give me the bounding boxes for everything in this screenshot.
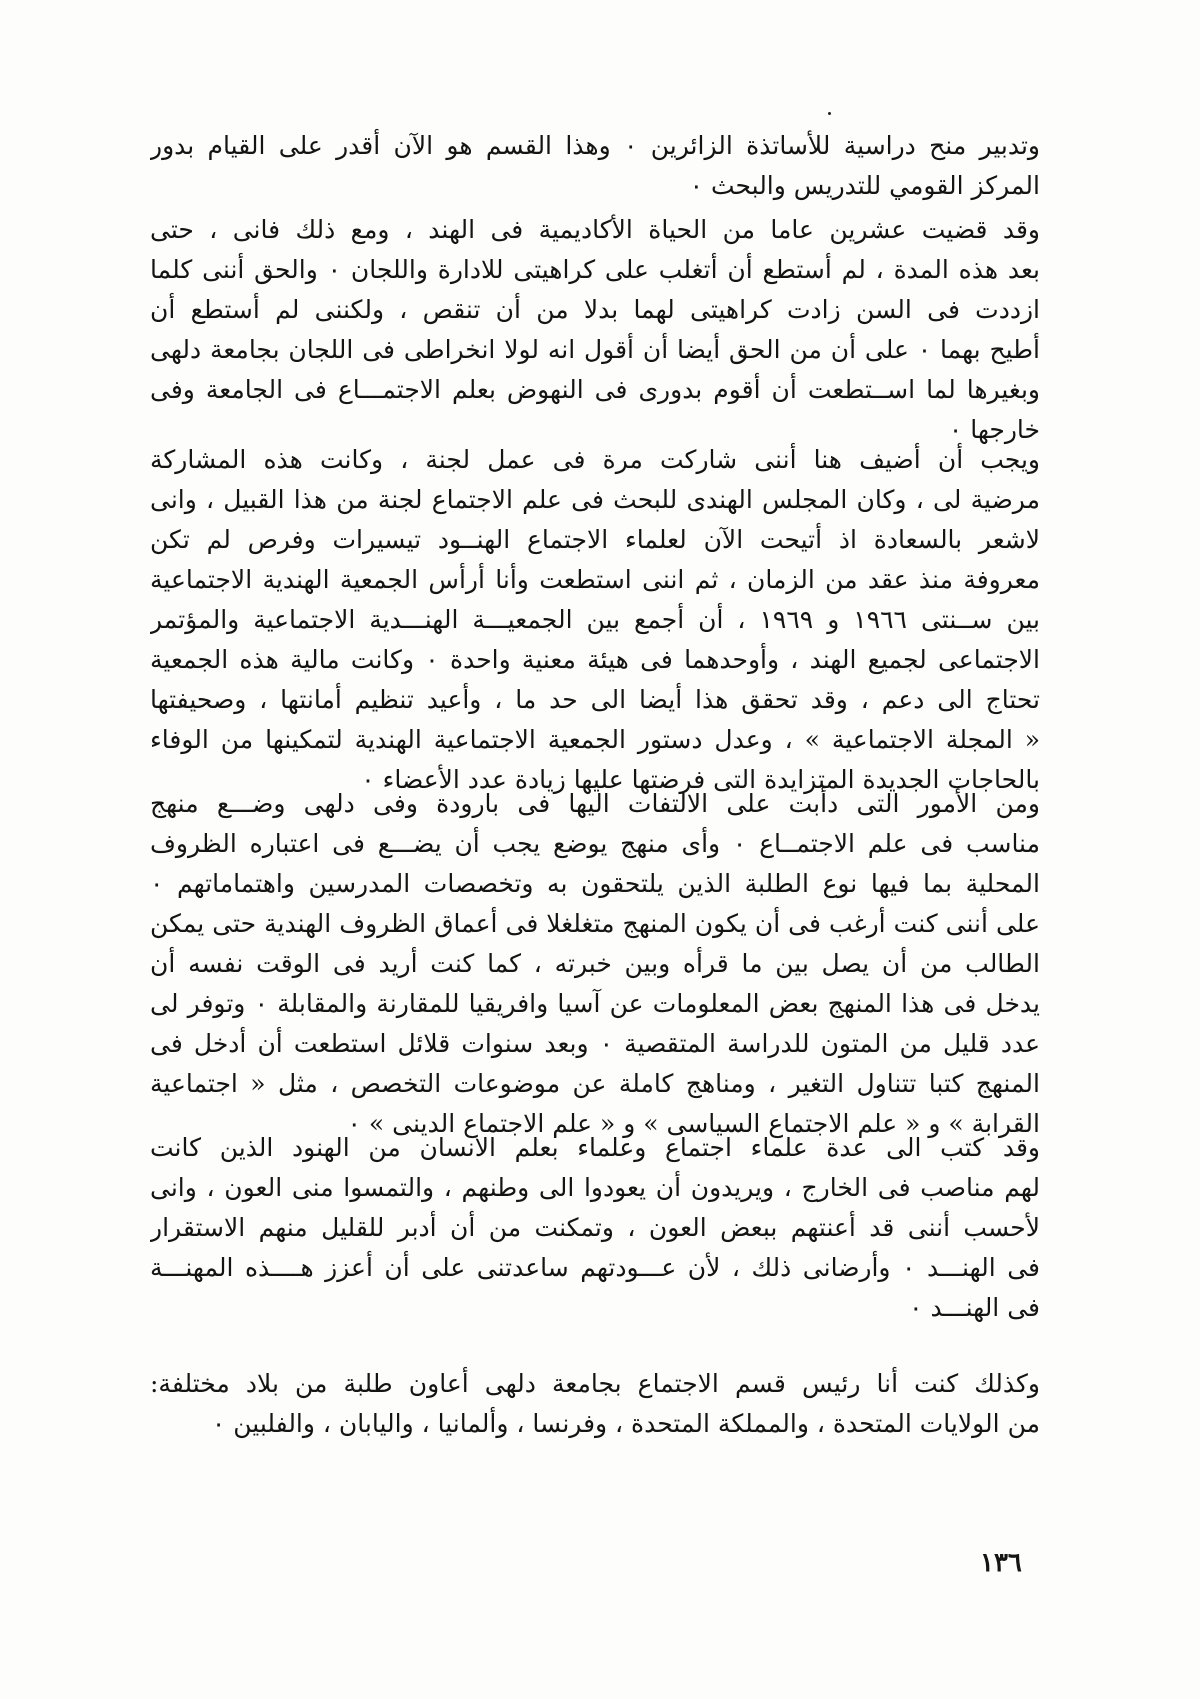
paragraph-line: المنهج كتبا تتناول التغير ، ومناهج كاملة عن موضوعات التخصص ، مثل « اجتماعية bbox=[150, 1069, 1040, 1098]
stray-mark bbox=[828, 112, 831, 115]
paragraph-line: ويجب أن أضيف هنا أننى شاركت مرة فى عمل لجنة ، وكانت هذه المشاركة bbox=[150, 445, 1040, 474]
paragraph-line: الطالب من أن يصل بين ما قرأه وبين خبرته ، كما كنت أريد فى الوقت نفسه أن bbox=[150, 949, 1040, 978]
paragraph-line: لاشعر بالسعادة اذ أتيحت الآن لعلماء الاجتماع الهنــود تيسيرات وفرص لم تكن bbox=[150, 525, 1040, 554]
paragraph-line: الاجتماعى لجميع الهند ، وأوحدهما فى هيئة معنية واحدة ٠ وكانت مالية هذه الجمعية bbox=[150, 645, 1040, 674]
paragraph-line: ازددت فى السن زادت كراهيتى لهما بدلا من أن تنقص ، ولكننى لم أستطع أن bbox=[150, 295, 1040, 324]
paragraph-line: وقد كتب الى عدة علماء اجتماع وعلماء بعلم الانسان من الهنود الذين كانت bbox=[150, 1133, 1040, 1162]
paragraph-1 bbox=[150, 126, 1040, 206]
paragraph-line: بالحاجات الجديدة المتزايدة التى فرضتها عليها زيادة عدد الأعضاء ٠ bbox=[361, 765, 1040, 794]
paragraph-line: أطيح بهما ٠ على أن من الحق أيضا أن أقول انه لولا انخراطى فى اللجان بجامعة دلهى bbox=[150, 335, 1040, 364]
paragraph-line: مناسب فى علم الاجتمــاع ٠ وأى منهج يوضع يجب أن يضـــع فى اعتباره الظروف bbox=[150, 829, 1040, 858]
paragraph-5 bbox=[150, 1128, 1040, 1328]
paragraph-line: فى الهنـــد ٠ وأرضانى ذلك ، لأن عـــودتهم ساعدتنى على أن أعزز هــــذه المهنـــة bbox=[150, 1253, 1040, 1282]
paragraph-line: فى الهنـــد ٠ bbox=[909, 1293, 1040, 1322]
paragraph-line: تحتاج الى دعم ، وقد تحقق هذا أيضا الى حد ما ، وأعيد تنظيم أمانتها ، وصحيفتها bbox=[150, 685, 1040, 714]
paragraph-line: مرضية لى ، وكان المجلس الهندى للبحث فى علم الاجتماع لجنة من هذا القبيل ، وانى bbox=[150, 485, 1040, 514]
paragraph-line: لأحسب أننى قد أعنتهم ببعض العون ، وتمكنت من أن أدبر للقليل منهم الاستقرار bbox=[150, 1213, 1040, 1242]
paragraph-line: على أننى كنت أرغب فى أن يكون المنهج متغلغلا فى أعماق الظروف الهندية حتى يمكن bbox=[150, 909, 1040, 938]
paragraph-line: ومن الأمور التى دأبت على الالتفات اليها فى بارودة وفى دلهى وضـــع منهج bbox=[150, 789, 1040, 818]
paragraph-line: المحلية بما فيها نوع الطلبة الذين يلتحقون به وتخصصات المدرسين واهتماماتهم ٠ bbox=[150, 869, 1040, 898]
paragraph-line: خارجها ٠ bbox=[948, 415, 1040, 444]
paragraph-line: وتدبير منح دراسية للأساتذة الزائرين ٠ وهذا القسم هو الآن أقدر على القيام بدور bbox=[150, 131, 1040, 160]
paragraph-2 bbox=[150, 210, 1040, 450]
paragraph-line: معروفة منذ عقد من الزمان ، ثم اننى استطعت وأنا أرأس الجمعية الهندية الاجتماعية bbox=[150, 565, 1040, 594]
paragraph-line: من الولايات المتحدة ، والمملكة المتحدة ، وفرنسا ، وألمانيا ، واليابان ، والفلبين ٠ bbox=[211, 1409, 1040, 1438]
paragraph-line: عدد قليل من المتون للدراسة المتقصية ٠ وبعد سنوات قلائل استطعت أن أدخل فى bbox=[150, 1029, 1040, 1058]
paragraph-line: لهم مناصب فى الخارج ، ويريدون أن يعودوا الى وطنهم ، والتمسوا منى العون ، وانى bbox=[150, 1173, 1040, 1202]
paragraph-line: وبغيرها لما اســتطعت أن أقوم بدورى فى النهوض بعلم الاجتمـــاع فى الجامعة وفى bbox=[150, 375, 1040, 404]
paragraph-line: وكذلك كنت أنا رئيس قسم الاجتماع بجامعة دلهى أعاون طلبة من بلاد مختلفة: bbox=[150, 1369, 1040, 1398]
paragraph-line: وقد قضيت عشرين عاما من الحياة الأكاديمية فى الهند ، ومع ذلك فانى ، حتى bbox=[150, 215, 1040, 244]
paragraph-line: يدخل فى هذا المنهج بعض المعلومات عن آسيا وافريقيا للمقارنة والمقابلة ٠ وتوفر لى bbox=[150, 989, 1040, 1018]
paragraph-line: المركز القومي للتدريس والبحث ٠ bbox=[689, 171, 1040, 200]
paragraph-line: بعد هذه المدة ، لم أستطع أن أتغلب على كراهيتى للادارة واللجان ٠ والحق أننى كلما bbox=[150, 255, 1040, 284]
paragraph-4 bbox=[150, 784, 1040, 1144]
paragraph-line: بين ســنتى ١٩٦٦ و ١٩٦٩ ، أن أجمع بين الجمعيـــة الهنـــدية الاجتماعية والمؤتمر bbox=[150, 605, 1040, 634]
paragraph-6 bbox=[150, 1364, 1040, 1444]
paragraph-line: « المجلة الاجتماعية » ، وعدل دستور الجمعية الاجتماعية الهندية لتمكينها من الوفاء bbox=[150, 725, 1040, 754]
paragraph-3 bbox=[150, 440, 1040, 800]
paragraph-line: القرابة » و « علم الاجتماع السياسى » و « علم الاجتماع الدينى » ٠ bbox=[347, 1109, 1040, 1138]
page-number: ١٣٦ bbox=[980, 1548, 1022, 1578]
